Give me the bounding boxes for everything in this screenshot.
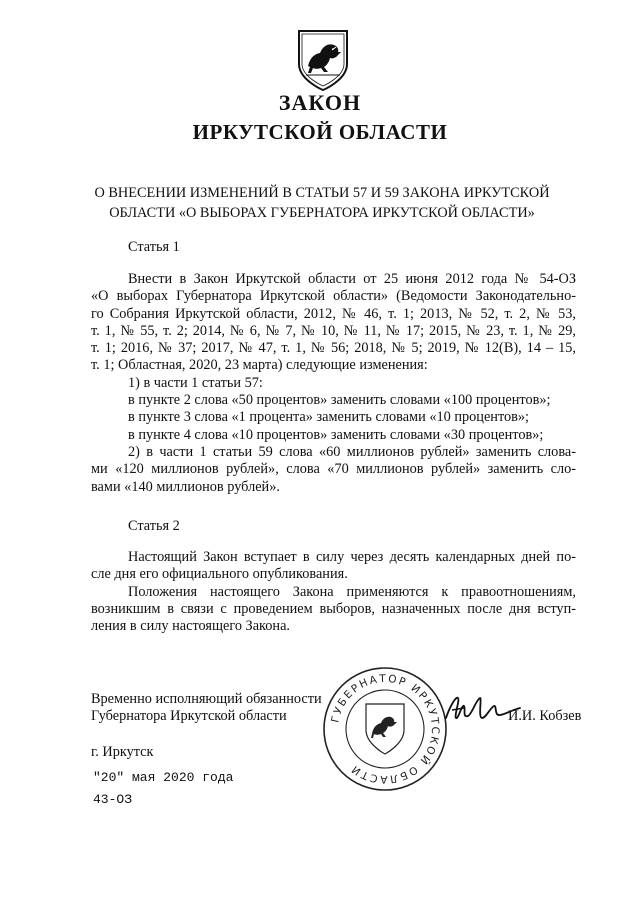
article-2-heading: Статья 2 [128, 518, 180, 534]
text-line: 1) в части 1 статьи 57: [128, 374, 263, 391]
text-line: вами «140 миллионов рублей». [91, 478, 280, 495]
coat-of-arms-icon [296, 28, 350, 92]
text-line: т. 1, № 55, т. 2; 2014, № 6, № 7, № 10, № 11, № 17; 2015, № 23, т. 1, № 29, [91, 322, 576, 339]
document-city: г. Иркутск [91, 744, 154, 760]
article-1-body [91, 271, 576, 496]
document-number: 43-ОЗ [93, 792, 133, 807]
text-line: «О выборах Губернатора Иркутской области» (Ведомости Законодательно- [91, 288, 576, 305]
signatory-position-line: Временно исполняющий обязанности [91, 691, 322, 707]
signatory-position [91, 691, 322, 726]
signatory-name: И.И. Кобзев [508, 708, 582, 724]
text-line: Внести в Закон Иркутской области от 25 июня 2012 года № 54-ОЗ [128, 271, 576, 287]
text-line: Настоящий Закон вступает в силу через десять календарных дней по- [128, 549, 576, 565]
official-seal-icon [320, 664, 450, 794]
document-date: "20" мая 2020 года [93, 770, 234, 785]
text-line: 2) в части 1 статьи 59 слова «60 миллионов рублей» заменить слова- [128, 443, 576, 460]
text-line: го Собрания Иркутской области, 2012, № 46, т. 1; 2013, № 52, т. 2, № 53, [91, 305, 576, 322]
document-title: ЗАКОН [278, 90, 362, 115]
subject-line: О ВНЕСЕНИИ ИЗМЕНЕНИЙ В СТАТЬИ 57 И 59 ЗАКОНА ИРКУТСКОЙ [94, 185, 550, 201]
article-1-heading: Статья 1 [128, 239, 180, 255]
document-title-region: ИРКУТСКОЙ ОБЛАСТИ [192, 120, 448, 144]
signatory-position-line: Губернатора Иркутской области [91, 708, 287, 725]
handwritten-signature [442, 690, 522, 726]
text-line: ми «120 миллионов рублей», слова «70 миллионов рублей» заменить сло- [91, 461, 576, 478]
text-line: возникшим в связи с проведением выборов, назначенных после дня вступ- [91, 600, 576, 617]
seal-text: ГУБЕРНАТОР ИРКУТСКОЙ ОБЛАСТИ [329, 672, 442, 786]
text-line: в пункте 4 слова «10 процентов» заменить словами «30 процентов»; [128, 426, 544, 443]
text-line: Положения настоящего Закона применяются к правоотношениям, [128, 583, 576, 600]
text-line: в пункте 3 слова «1 процента» заменить словами «10 процентов»; [128, 409, 530, 426]
text-line: сле дня его официального опубликования. [91, 566, 348, 583]
document-subject [92, 183, 552, 223]
text-line: т. 1; 2016, № 37; 2017, № 47, т. 1, № 56; 2018, № 5; 2019, № 12(В), 14 – 15, [91, 340, 576, 357]
text-line: т. 1; Областная, 2020, 23 марта) следующие изменения: [91, 357, 428, 374]
subject-line: ОБЛАСТИ «О ВЫБОРАХ ГУБЕРНАТОРА ИРКУТСКОЙ ОБЛАСТИ» [109, 205, 535, 221]
text-line: в пункте 2 слова «50 процентов» заменить словами «100 процентов»; [128, 392, 551, 409]
article-2-body [91, 549, 576, 635]
text-line: ления в силу настоящего Закона. [91, 618, 290, 635]
